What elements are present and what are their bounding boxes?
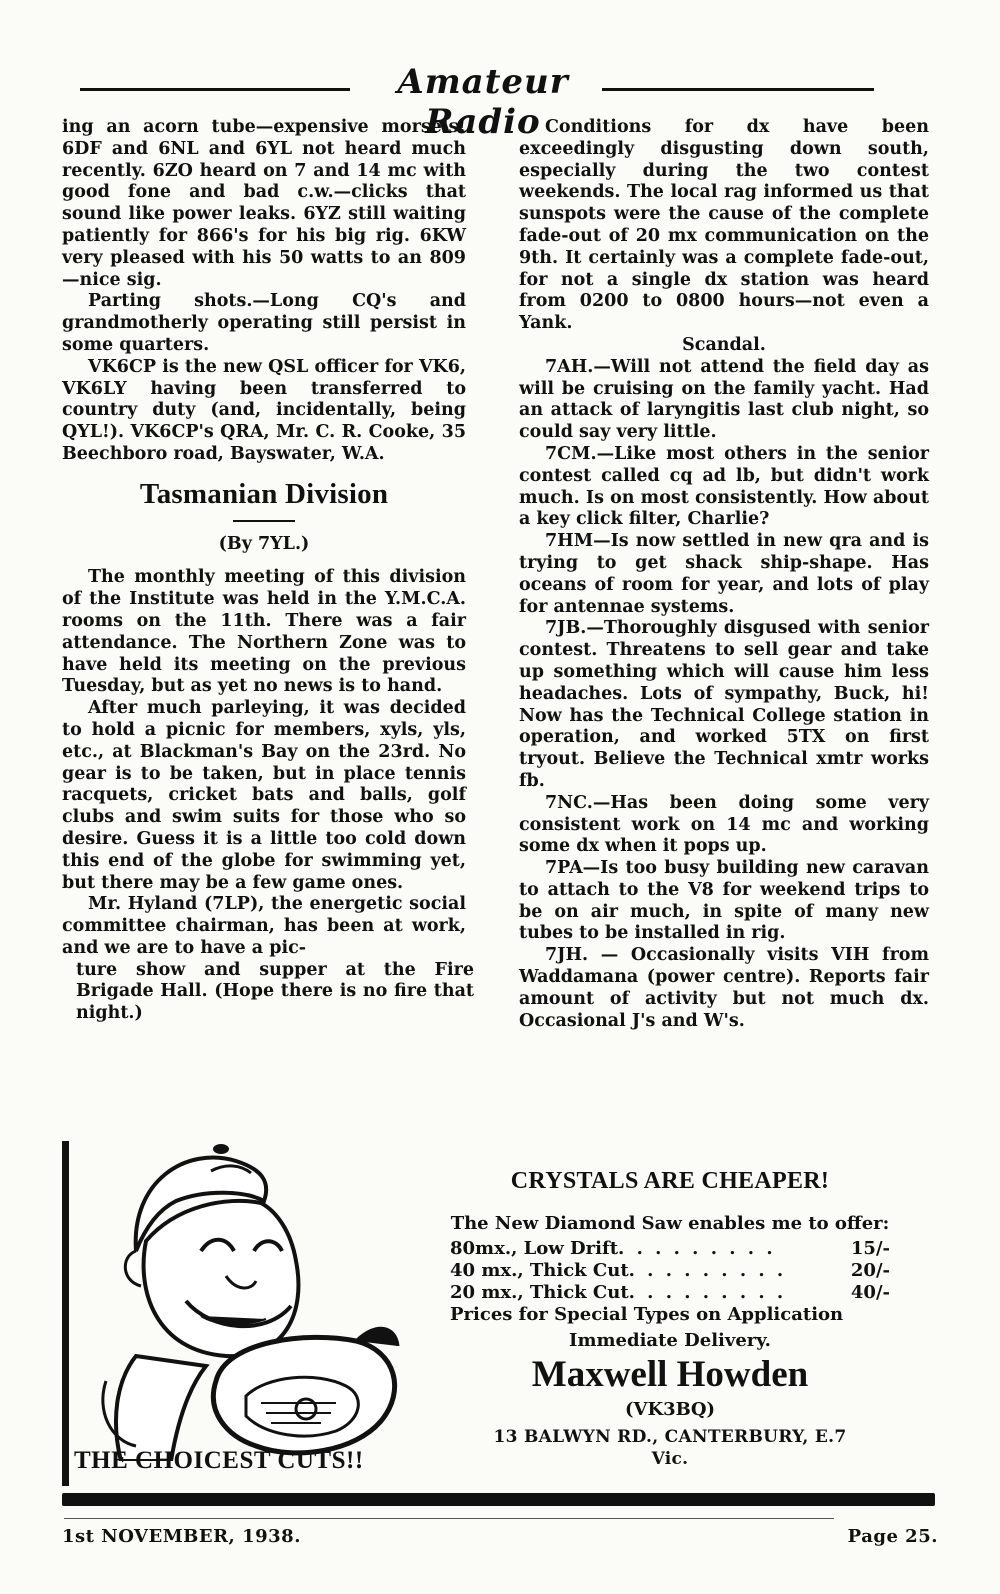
paragraph: 7PA—Is too busy building new caravan to attach to the V8 for weekend trips to be on air much, in spite of many new tubes to be installed in rig. bbox=[519, 858, 929, 944]
cartoon-caption: THE CHOICEST CUTS!! bbox=[74, 1447, 364, 1474]
price-row bbox=[450, 1282, 890, 1304]
paragraph: VK6CP is the new QSL officer for VK6, VK6LY having been transferred to country duty (and, incidentally, being QYL!). VK6CP's QRA, Mr. C. R. Cooke, 35 Beechboro road, Bayswater, W.A. bbox=[62, 356, 466, 464]
left-column bbox=[62, 117, 474, 1025]
paragraph: 7HM—Is now settled in new qra and is trying to get shack ship-shape. Has oceans of room for year, and lots of play for antennae systems. bbox=[519, 531, 929, 617]
crystals-advert bbox=[450, 1168, 890, 1470]
delivery-note: Immediate Delivery. bbox=[569, 1330, 771, 1351]
advert-offer: The New Diamond Saw enables me to offer: bbox=[450, 1213, 890, 1234]
price-item-label: 20 mx., Thick Cut bbox=[450, 1282, 629, 1303]
paragraph: Mr. Hyland (7LP), the energetic social committee chairman, has been at work, and we are to have a pic- bbox=[62, 894, 466, 958]
price-value: 15/- bbox=[850, 1238, 890, 1259]
heading-divider bbox=[233, 520, 295, 522]
price-row bbox=[450, 1260, 890, 1282]
paragraph: Conditions for dx have been exceedingly disgusting down south, especially during the two contest weekends. The local rag informed us that sunspots were the cause of the complete fade-out of 20 mx communication on the 9th. It certainly was a complete fade-out, for not a single dx station was heard from 0200 to 0800 hours—not even a Yank. bbox=[519, 117, 929, 334]
paragraph: The monthly meeting of this division of the Institute was held in the Y.M.C.A. rooms on the 11th. There was a fair attendance. The Northern Zone was to have held its meeting on the previous Tuesday, but as yet no news is to hand. bbox=[62, 567, 466, 697]
price-value: 40/- bbox=[850, 1282, 890, 1303]
price-row bbox=[450, 1238, 890, 1260]
advertiser-callsign: (VK3BQ) bbox=[624, 1399, 716, 1420]
cartoon-advert bbox=[62, 1141, 404, 1486]
byline: (By 7YL.) bbox=[218, 533, 310, 554]
bottom-rule bbox=[62, 1493, 935, 1506]
page-number: Page 25. bbox=[847, 1526, 938, 1547]
special-types-note: Prices for Special Types on Application bbox=[450, 1304, 844, 1325]
magazine-title: Amateur Radio bbox=[397, 62, 569, 142]
paragraph: ture show and supper at the Fire Brigade Hall. (Hope there is no fire that night.) bbox=[76, 959, 474, 1024]
advertiser-address: 13 BALWYN RD., CANTERBURY, E.7 bbox=[493, 1427, 847, 1447]
right-column bbox=[519, 117, 929, 1032]
masthead bbox=[80, 62, 880, 142]
paragraph: After much parleying, it was decided to hold a picnic for members, xyls, yls, etc., at Blackman's Bay on the 23rd. No gear is to be taken, but in place tennis racquets, cricket bats and balls, golf clubs and swim suits for those who so desire. Guess it is a little too cold down this end of the globe for swimming yet, but there may be a few game ones. bbox=[62, 698, 466, 893]
paragraph: 7AH.—Will not attend the field day as will be cruising on the family yacht. Had an attack of laryngitis last club night, so could say very little. bbox=[519, 356, 929, 443]
price-leader-dots: . . . . . . . . . bbox=[628, 1282, 787, 1303]
price-item-label: 80mx., Low Drift bbox=[450, 1238, 619, 1259]
price-leader-dots: . . . . . . . . . bbox=[628, 1260, 787, 1281]
advertiser-state: Vic. bbox=[651, 1449, 689, 1469]
section-heading: Tasmanian Division bbox=[139, 477, 389, 510]
paragraph: ing an acorn tube—expensive morsels! 6DF and 6NL and 6YL not heard much recently. 6ZO heard on 7 and 14 mc with good fone and bad c.w.—clicks that sound like power leaks. 6YZ still waiting patiently for 866's for his big rig. 6KW very pleased with his 50 watts to an 809 —nice sig. bbox=[62, 117, 466, 290]
paragraph: 7JH. — Occasionally visits VIH from Waddamana (power centre). Reports fair amount of activity but not much dx. Occasional J's and W's. bbox=[519, 945, 929, 1031]
paragraph: Parting shots.—Long CQ's and grandmotherly operating still persist in some quarters. bbox=[62, 291, 466, 355]
advert-headline: CRYSTALS ARE CHEAPER! bbox=[510, 1168, 830, 1194]
advert-border bbox=[62, 1141, 69, 1486]
advertiser-name: Maxwell Howden bbox=[531, 1354, 809, 1395]
price-leader-dots: . . . . . . . . . bbox=[618, 1238, 776, 1259]
price-value: 20/- bbox=[850, 1260, 890, 1281]
butcher-cartoon-illustration bbox=[76, 1141, 406, 1461]
paragraph: 7JB.—Thoroughly disgused with senior contest. Threatens to sell gear and take up something which will cause him less headaches. Lots of sympathy, Buck, hi! Now has the Technical College station in operation, and worked 5TX on first tryout. Believe the Technical xmtr works fb. bbox=[519, 618, 929, 791]
price-item-label: 40 mx., Thick Cut bbox=[450, 1260, 629, 1281]
paragraph: 7CM.—Like most others in the senior contest called cq ad lb, but didn't work much. Is on most consistently. How about a key click filter, Charlie? bbox=[519, 443, 929, 530]
masthead-rule-right bbox=[602, 88, 874, 91]
issue-date: 1st NOVEMBER, 1938. bbox=[62, 1526, 301, 1547]
subheading: Scandal. bbox=[682, 334, 766, 355]
footer-rule bbox=[64, 1518, 834, 1519]
paragraph: 7NC.—Has been doing some very consistent work on 14 mc and working some dx when it pops up. bbox=[519, 792, 929, 857]
masthead-rule-left bbox=[80, 88, 350, 91]
